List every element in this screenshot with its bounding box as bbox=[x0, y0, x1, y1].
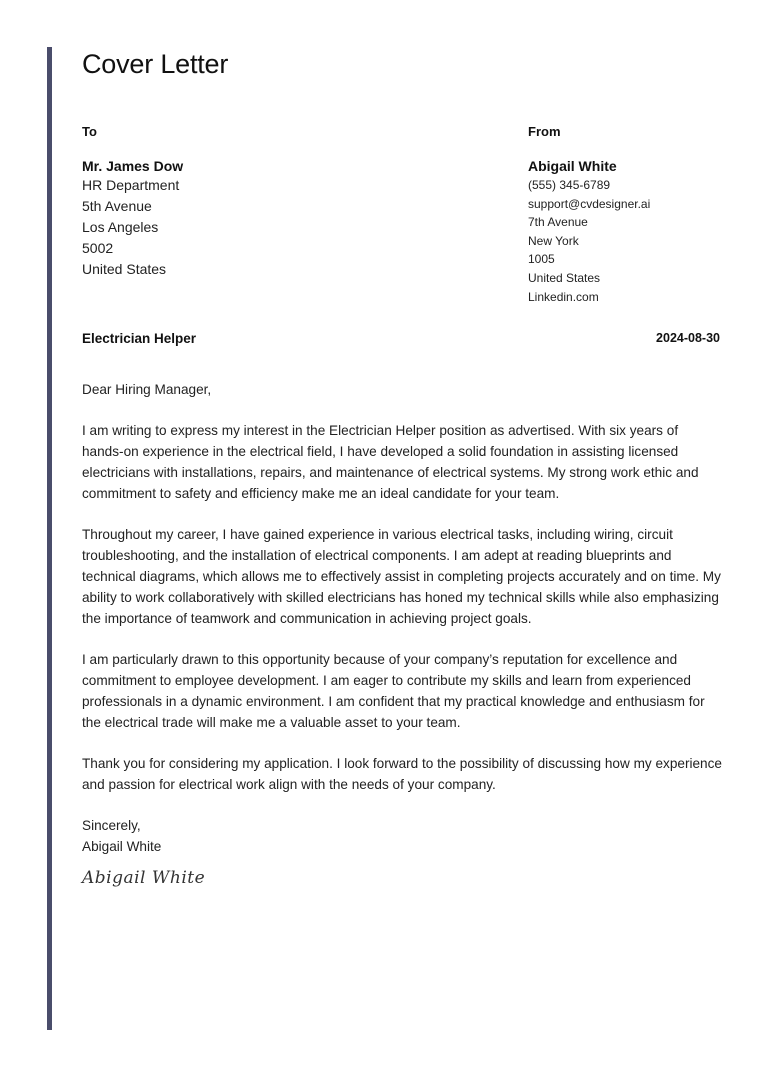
sender-city: New York bbox=[528, 233, 579, 248]
sender-postal-code: 1005 bbox=[528, 252, 555, 267]
recipient-name: Mr. James Dow bbox=[82, 158, 184, 174]
sender-country: United States bbox=[528, 270, 601, 285]
closing-block bbox=[82, 815, 722, 857]
sender-linkedin: Linkedin.com bbox=[528, 289, 599, 304]
sender-name: Abigail White bbox=[528, 158, 617, 174]
recipient-country: United States bbox=[82, 261, 167, 277]
accent-bar bbox=[47, 47, 52, 1030]
closing: Sincerely, bbox=[82, 818, 141, 833]
recipient-postal-code: 5002 bbox=[82, 240, 114, 256]
page-title: Cover Letter bbox=[82, 49, 229, 79]
salutation: Dear Hiring Manager, bbox=[82, 382, 212, 397]
paragraph-1: I am writing to express my interest in the Electrician Helper position as advertised. With six years of hands-on experience in the electrical field, I have developed a solid foundation in assisting licensed electricians with installations, repairs, and maintenance of electrical systems. My strong work ethic and commitment to safety and efficiency make me an ideal candidate for your team. bbox=[82, 423, 699, 501]
sender-heading: From bbox=[528, 124, 561, 139]
recipient-block bbox=[82, 124, 382, 280]
sender-phone: (555) 345-6789 bbox=[528, 178, 611, 192]
handwritten-signature: Abigail White bbox=[82, 868, 206, 888]
recipient-street: 5th Avenue bbox=[82, 198, 152, 214]
letter-body bbox=[82, 379, 722, 857]
paragraph-4: Thank you for considering my application. I look forward to the possibility of discussing how my experience and passion for electrical work align with the needs of your company. bbox=[82, 756, 722, 792]
letter-date: 2024-08-30 bbox=[656, 331, 720, 345]
recipient-city: Los Angeles bbox=[82, 219, 159, 235]
paragraph-2: Throughout my career, I have gained experience in various electrical tasks, including wiring, circuit troubleshooting, and the installation of electrical components. I am adept at reading blueprints and technical diagrams, which allows me to effectively assist in completing projects accurately and on time. My ability to work collaboratively with skilled electricians has honed my technical skills while also emphasizing the importance of teamwork and communication in achieving project goals. bbox=[82, 527, 721, 626]
sender-street: 7th Avenue bbox=[528, 215, 588, 230]
closing-name: Abigail White bbox=[82, 839, 162, 854]
position-title: Electrician Helper bbox=[82, 331, 197, 346]
paragraph-3: I am particularly drawn to this opportunity because of your company’s reputation for excellence and commitment to employee development. I am eager to contribute my skills and learn from experienced professionals in a dynamic environment. I am confident that my practical knowledge and enthusiasm for the electrical trade will make me a valuable asset to your team. bbox=[82, 652, 705, 730]
sender-block bbox=[528, 124, 738, 306]
sender-email: support@cvdesigner.ai bbox=[528, 196, 651, 211]
recipient-department: HR Department bbox=[82, 177, 180, 193]
position-date-row bbox=[82, 331, 720, 349]
recipient-heading: To bbox=[82, 124, 97, 139]
